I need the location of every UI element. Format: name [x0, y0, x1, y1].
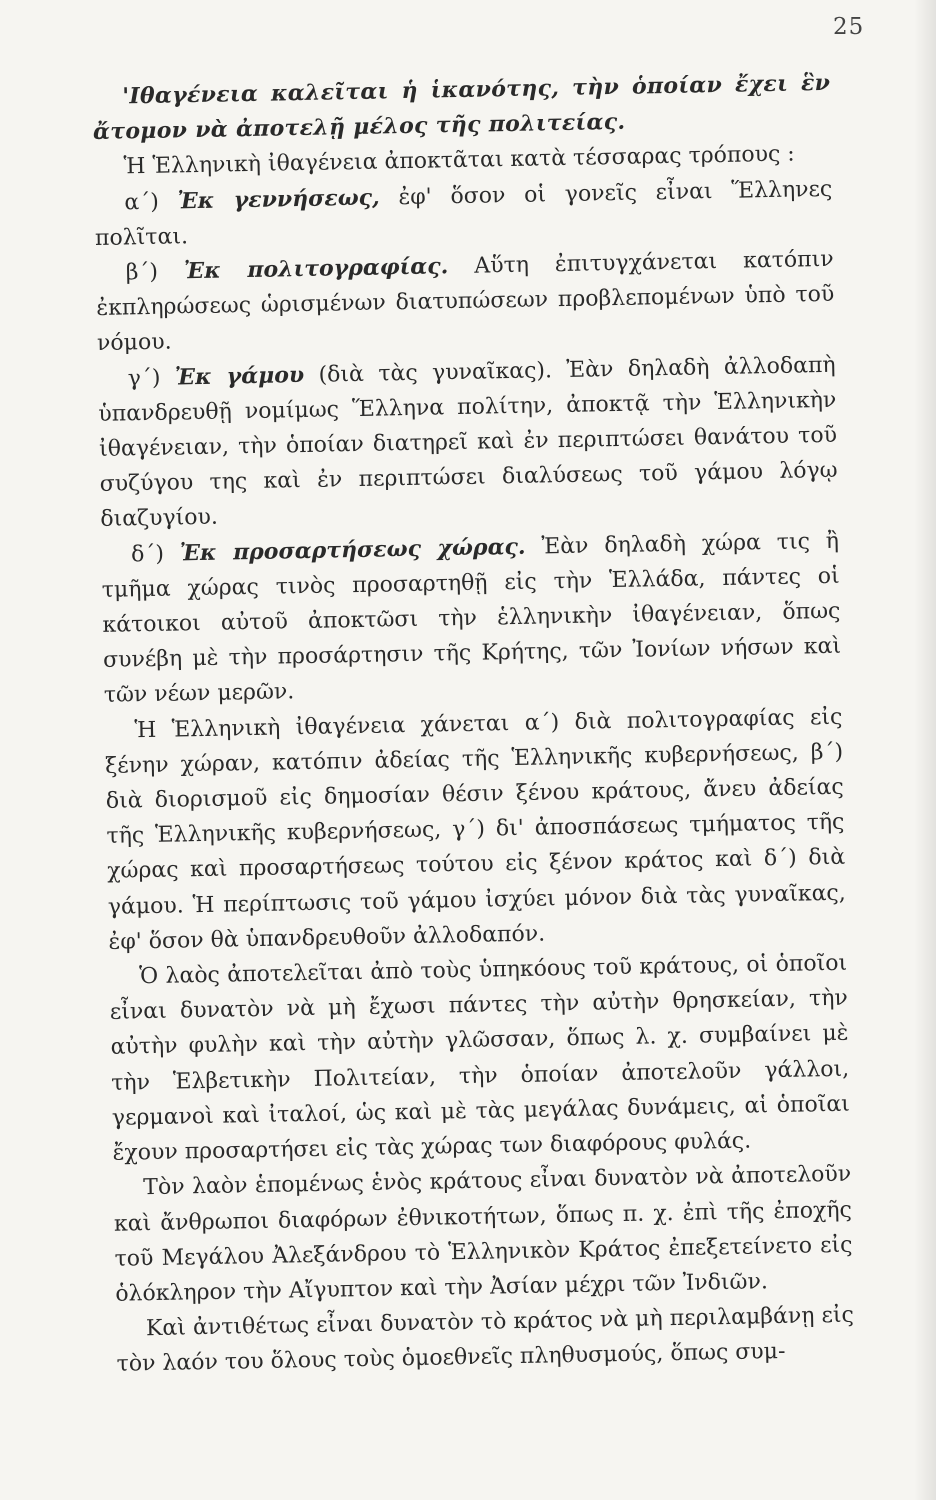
paragraph-loss: Ἡ Ἑλληνικὴ ἰθαγένεια χάνεται α΄) διὰ πολιτογραφίας εἰς ξένην χώραν, κατόπιν ἀδείας τῆς Ἑλληνικῆς κυβερνήσεως, β΄) διὰ διορισμοῦ εἰς δημοσίαν θέσιν ξένου κράτους, ἄνευ ἀδείας τῆς Ἑλληνικῆς κυβερνήσεως, γ΄) δι' ἀποσπάσεως τμήματος τῆς χώρας καὶ προσαρτήσεως τούτου εἰς ξένον κράτος καὶ δ΄) διὰ γάμου. Ἡ περίπτωσις τοῦ γάμου ἰσχύει μόνον διὰ τὰς γυναῖκας, ἐφ' ὅσον θὰ ὑπανδρευθοῦν ἀλλοδαπόν.	[104, 704, 846, 955]
emphasis-term: Ἐκ προσαρτήσεως χώρας.	[179, 533, 526, 567]
list-marker: α΄)	[124, 188, 178, 216]
paragraph-text: ἐφ' ὅσον οἱ γονεῖς εἶναι Ἕλληνες πολῖται.	[94, 176, 833, 251]
body-text	[92, 66, 855, 1382]
paragraph-naturalization	[95, 242, 835, 362]
paragraph-people: Ὁ λαὸς ἀποτελεῖται ἀπὸ τοὺς ὑπηκόους τοῦ κράτους, οἱ ὁποῖοι εἶναι δυνατὸν νὰ μὴ ἔχωσι πάντες τὴν αὐτὴν θρησκείαν, τὴν αὐτὴν φυλὴν καὶ τὴν αὐτὴν γλῶσσαν, ὅπως λ. χ. συμβαίνει μὲ τὴν Ἑλβετικὴν Πολιτείαν, τὴν ὁποίαν ἀποτελοῦν γάλλοι, γερμανοὶ καὶ ἰταλοί, ὡς καὶ μὲ τὰς μεγάλας δυνάμεις, αἱ ὁποῖαι ἔχουν προσαρτήσει εἰς τὰς χώρας των διαφόρους φυλάς.	[109, 950, 851, 1166]
emphasis-term: Ἐκ γάμου	[174, 361, 305, 391]
list-marker: δ΄)	[130, 541, 181, 567]
list-marker: γ΄)	[127, 365, 176, 391]
paragraph-text: Αὕτη ἐπιτυγχάνεται κατόπιν ἐκπληρώσεως ὡρισμένων διατυπώσεων προβλεπομένων ὑπὸ τοῦ νόμου.	[96, 246, 835, 357]
page-number: 25	[833, 14, 865, 40]
paragraph-nationalities: Τὸν λαὸν ἑπομένως ἑνὸς κράτους εἶναι δυνατὸν νὰ ἀποτελοῦν καὶ ἄνθρωποι διαφόρων ἐθνικοτήτων, ὅπως π. χ. ἐπὶ τῆς ἐποχῆς τοῦ Μεγάλου Ἀλεξάνδρου τὸ Ἑλληνικὸν Κράτος ἐπεξετείνετο εἰς ὁλόκληρον τὴν Αἴγυπτον καὶ τὴν Ἀσίαν μέχρι τῶν Ἰνδιῶν.	[113, 1161, 853, 1307]
paragraph-text: (διὰ τὰς γυναῖκας). Ἐὰν δηλαδὴ ἀλλοδαπὴ ὑπανδρευθῇ νομίμως Ἕλληνα πολίτην, ἀποκτᾷ τὴν Ἑλληνικὴν ἰθαγένειαν, τὴν ὁποίαν διατηρεῖ καὶ ἐν περιπτώσει θανάτου τοῦ συζύγου της καὶ ἐν περιπτώσει διαλύσεως τοῦ γάμου λόγῳ διαζυγίου.	[98, 352, 838, 533]
paragraph-contrary: Καὶ ἀντιθέτως εἶναι δυνατὸν τὸ κράτος νὰ μὴ περιλαμβάνῃ εἰς τὸν λαόν του ὅλους τοὺς ὁμοεθνεῖς πληθυσμούς, ὅπως συμ-	[116, 1302, 855, 1378]
emphasis-term: Ἐκ γεννήσεως,	[177, 184, 380, 214]
page-edge-shadow	[914, 0, 936, 1500]
paragraph-marriage	[97, 347, 838, 537]
paragraph-text: Ἐὰν δηλαδὴ χώρα τις ἢ τμῆμα χώρας τινὸς προσαρτηθῇ εἰς τὴν Ἑλλάδα, πάντες οἱ κάτοικοι αὐτοῦ ἀποκτῶσι τὴν ἑλληνικὴν ἰθαγένειαν, ὅπως συνέβη μὲ τὴν προσάρτησιν τῆς Κρήτης, τῶν Ἰονίων νήσων καὶ τῶν νέων μερῶν.	[101, 528, 842, 709]
emphasis-term: Ἐκ πολιτογραφίας.	[183, 253, 449, 285]
paragraph-definition: 'Ιθαγένεια καλεῖται ἡ ἱκανότης, τὴν ὁποίαν ἔχει ἓν ἄτομον νὰ ἀποτελῇ μέλος τῆς πολιτείας.	[92, 69, 831, 146]
paragraph-acquisition-intro: Ἡ Ἑλληνικὴ ἰθαγένεια ἀποκτᾶται κατὰ τέσσαρας τρόπους :	[123, 141, 795, 180]
paragraph-annexation	[101, 523, 842, 713]
list-marker: β΄)	[125, 259, 185, 286]
